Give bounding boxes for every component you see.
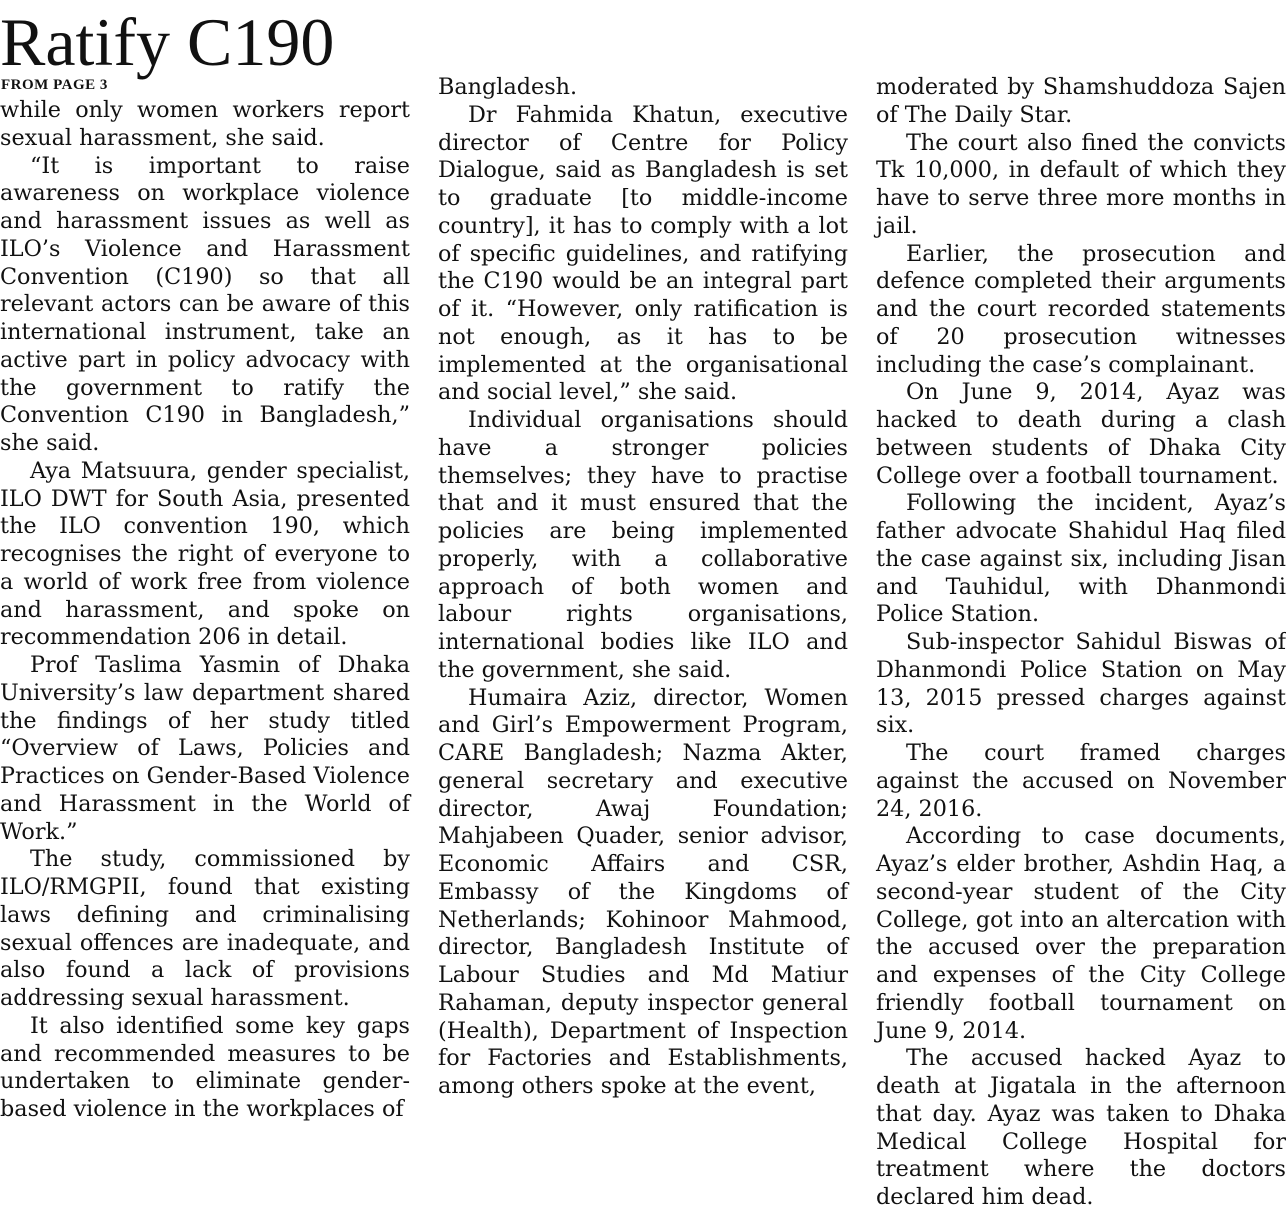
article-column-2 [438,74,848,1101]
jump-line: FROM PAGE 3 [1,77,108,93]
article-paragraph: moderated by Shamshuddoza Sajen of The Daily Star. [876,74,1286,128]
article-paragraph: Earlier, the prosecution and defence completed their arguments and the court recorded statements of 20 prosecution witnesses including the case’s complainant. [876,240,1286,378]
article-paragraph: Individual organisations should have a stronger policies themselves; they have to practise that and it must ensured that the policies are being implemented properly, with a collaborative approach of both women and labour rights organisations, international bodies like ILO and the government, she said. [438,407,848,683]
article-paragraph: Sub-inspector Sahidul Biswas of Dhanmondi Police Station on May 13, 2015 pressed charges against six. [876,629,1286,739]
article-paragraph: It also identified some key gaps and recommended measures to be undertaken to eliminate gender-based violence in the workplaces of [0,1012,410,1122]
article-paragraph: Following the incident, Ayaz’s father advocate Shahidul Haq filed the case against six, including Jisan and Tauhidul, with Dhanmondi Police Station. [876,490,1286,628]
article-paragraph: The court also fined the convicts Tk 10,000, in default of which they have to serve three more months in jail. [876,129,1286,239]
headline: Ratify C190 [0,4,335,80]
article-paragraph: On June 9, 2014, Ayaz was hacked to death during a clash between students of Dhaka City College over a football tournament. [876,379,1286,489]
article-paragraph: “It is important to raise awareness on workplace violence and harassment issues as well as ILO’s Violence and Harassment Convention (C190) so that all relevant actors can be aware of this international instrument, take an active part in policy advocacy with the government to ratify the Convention C190 in Bangladesh,” she said. [0,152,410,456]
article-paragraph: Prof Taslima Yasmin of Dhaka University’s law department shared the findings of her study titled “Overview of Laws, Policies and Practices on Gender-Based Violence and Harassment in the World of Work.” [0,652,410,845]
article-paragraph: Bangladesh. [438,74,578,100]
article-paragraph: Aya Matsuura, gender specialist, ILO DWT for South Asia, presented the ILO convention 190, which recognises the right of everyone to a world of work free from violence and harassment, and spoke on recommendation 206 in detail. [0,457,410,651]
article-paragraph: According to case documents, Ayaz’s elder brother, Ashdin Haq, a second-year student of the City College, got into an altercation with the accused over the preparation and expenses of the City College friendly football tournament on June 9, 2014. [876,823,1286,1044]
article-paragraph: while only women workers report sexual harassment, she said. [0,97,410,151]
article-paragraph: Dr Fahmida Khatun, executive director of Centre for Policy Dialogue, said as Bangladesh is set to graduate [to middle-income country], it has to comply with a lot of specific guidelines, and ratifying the C190 would be an integral part of it. “However, only ratification is not enough, as it has to be implemented at the organisational and social level,” she said. [438,101,848,406]
article-column-3 [876,74,1286,1212]
article-paragraph: Humaira Aziz, director, Women and Girl’s Empowerment Program, CARE Bangladesh; Nazma Akter, general secretary and executive director, Awaj Foundation; Mahjabeen Quader, senior advisor, Economic Affairs and CSR, Embassy of the Kingdoms of Netherlands; Kohinoor Mahmood, director, Bangladesh Institute of Labour Studies and Md Matiur Rahaman, deputy inspector general (Health), Department of Inspection for Factories and Establishments, among others spoke at the event, [438,684,848,1099]
article-column-1 [0,97,410,1124]
article-paragraph: The accused hacked Ayaz to death at Jigatala in the afternoon that day. Ayaz was taken to Dhaka Medical College Hospital for treatment where the doctors declared him dead. [876,1045,1286,1210]
article-paragraph: The court framed charges against the accused on November 24, 2016. [876,740,1286,822]
article-paragraph: The study, commissioned by ILO/RMGPII, found that existing laws defining and criminalising sexual offences are inadequate, and also found a lack of provisions addressing sexual harassment. [0,846,410,1011]
